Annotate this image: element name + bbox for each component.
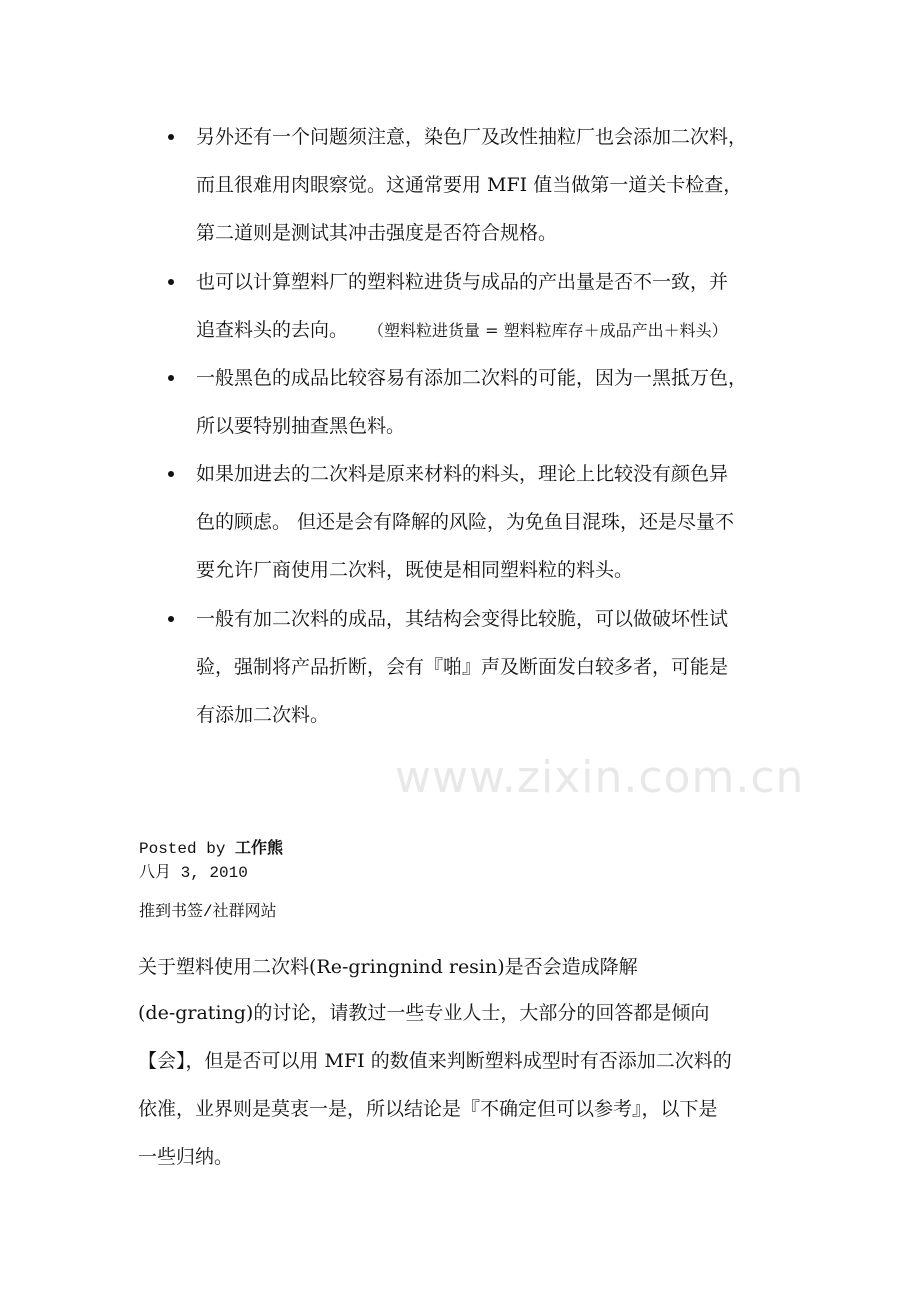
paragraph-line-1: 关于塑料使用二次料(Re-gringnind resin)是否会造成降解	[138, 956, 638, 978]
bullet-1-line-3: 第二道则是测试其冲击强度是否符合规格。	[196, 222, 558, 244]
post-date: 八月 3, 2010	[139, 864, 248, 882]
bullet-dot	[168, 471, 174, 477]
posted-by	[139, 835, 283, 858]
bullet-1-line-1: 另外还有一个问题须注意，染色厂及改性抽粒厂也会添加二次料，	[196, 126, 748, 148]
watermark: www.zixin.com.cn	[395, 752, 805, 803]
share-link[interactable]: 推到书签/社群网站	[139, 903, 277, 921]
bullet-1-line-2: 而且很难用肉眼察觉。这通常要用 MFI 值当做第一道关卡检查，	[196, 174, 743, 196]
bullet-2-line-2: 追查料头的去向。	[196, 319, 349, 341]
bullet-5-line-1: 一般有加二次料的成品，其结构会变得比较脆，可以做破坏性试	[196, 608, 729, 630]
paragraph-line-2: (de-grating)的讨论，请教过一些专业人士，大部分的回答都是倾向	[138, 1002, 710, 1024]
bullet-5-line-3: 有添加二次料。	[196, 704, 330, 726]
paragraph-line-5: 一些归纳。	[138, 1146, 234, 1168]
bullet-3-line-2: 所以要特别抽查黑色料。	[196, 415, 406, 437]
bullet-2-line-2-row	[196, 318, 728, 343]
bullet-2-line-1: 也可以计算塑料厂的塑料粒进货与成品的产出量是否不一致，并	[196, 271, 729, 293]
bullet-dot	[168, 616, 174, 622]
paragraph-line-4: 依准，业界则是莫衷一是，所以结论是『不确定但可以参考』，以下是	[138, 1098, 718, 1120]
bullet-dot	[168, 134, 174, 140]
bullet-3-line-1: 一般黑色的成品比较容易有添加二次料的可能，因为一黑抵万色，	[196, 367, 748, 389]
posted-by-label: Posted by	[139, 840, 226, 858]
bullet-4-line-1: 如果加进去的二次料是原来材料的料头，理论上比较没有颜色异	[196, 463, 729, 485]
author-link[interactable]: 工作熊	[235, 838, 284, 857]
paragraph-line-3: 【会】，但是否可以用 MFI 的数值来判断塑料成型时有否添加二次料的	[138, 1050, 732, 1072]
bullet-4-line-3: 要允许厂商使用二次料，既使是相同塑料粒的料头。	[196, 559, 634, 581]
bullet-2-note: （塑料粒进货量 = 塑料粒库存＋成品产出＋料头）	[368, 321, 728, 340]
bullet-dot	[168, 279, 174, 285]
bullet-5-line-2: 验，强制将产品折断，会有『啪』声及断面发白较多者，可能是	[196, 656, 729, 678]
bullet-4-line-2: 色的顾虑。 但还是会有降解的风险，为免鱼目混珠，还是尽量不	[196, 511, 735, 533]
bullet-dot	[168, 375, 174, 381]
